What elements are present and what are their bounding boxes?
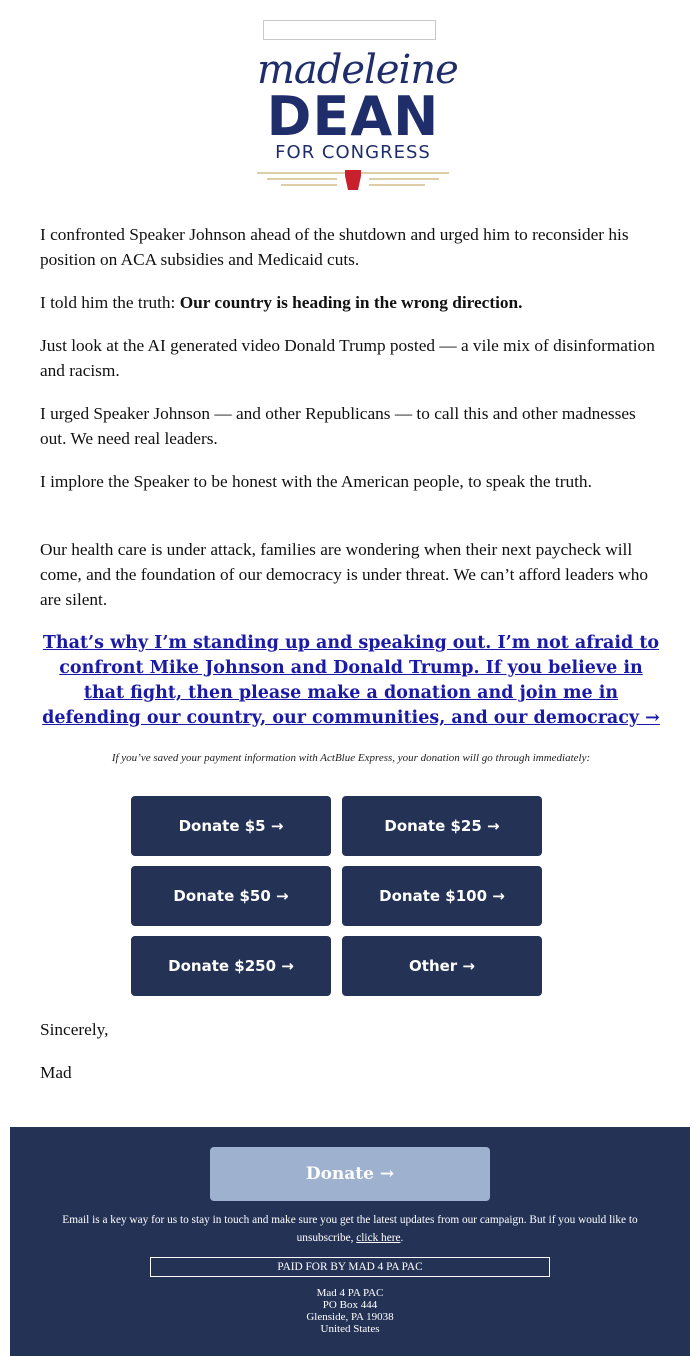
address-line-city: Glenside, PA 19038 (306, 1311, 394, 1323)
paragraph-4: I urged Speaker Johnson — and other Republicans — to call this and other madnesses out. We need real leaders. (40, 404, 636, 448)
donation-cta-link[interactable]: That’s why I’m standing up and speaking out. I’m not afraid to confront Mike Johnson and Donald Trump. If you believe in that fight, then please make a donation and join me in defending our country, our communities, and our democracy → (42, 633, 660, 728)
donate-250-button[interactable]: Donate $250 → (131, 936, 331, 996)
address-line-box: PO Box 444 (322, 1299, 378, 1311)
paragraph-5: I implore the Speaker to be honest with the American people, to speak the truth. (40, 472, 592, 491)
unsubscribe-end: . (400, 1232, 404, 1244)
paragraph-2-lead: I told him the truth: (40, 293, 180, 312)
paragraph-2 (40, 290, 662, 315)
logo-subtitle: FOR CONGRESS (275, 142, 431, 163)
unsubscribe-copy: Email is a key way for us to stay in touch and make sure you get the latest updates from our campaign. But if you would like to unsubscribe, (62, 1214, 638, 1244)
unsubscribe-link[interactable]: click here (356, 1232, 401, 1244)
keystone-lines-icon (257, 170, 449, 192)
footer (10, 1127, 690, 1356)
paragraph-3: Just look at the AI generated video Donald Trump posted — a vile mix of disinformation and racism. (40, 336, 655, 380)
paid-for-disclaimer: PAID FOR BY MAD 4 PA PAC (150, 1257, 550, 1277)
logo-script-name: madeleine (257, 47, 458, 93)
paragraph-1: I confronted Speaker Johnson ahead of the shutdown and urged him to reconsider his position on ACA subsidies and Medicaid cuts. (40, 225, 629, 269)
signoff-name: Mad (40, 1063, 72, 1082)
donate-50-button[interactable]: Donate $50 → (131, 866, 331, 926)
donate-25-button[interactable]: Donate $25 → (342, 796, 542, 856)
unsubscribe-text (50, 1211, 650, 1247)
donate-5-button[interactable]: Donate $5 → (131, 796, 331, 856)
mailing-address (50, 1287, 650, 1335)
actblue-express-note: If you’ve saved your payment information with ActBlue Express, your donation will go through immediately: (111, 752, 591, 764)
logo-surname: DEAN (266, 85, 440, 148)
signoff-closing: Sincerely, (40, 1020, 109, 1039)
paragraph-2-bold: Our country is heading in the wrong direction. (179, 293, 523, 312)
campaign-logo (257, 47, 458, 196)
paragraph-6: Our health care is under attack, families are wondering when their next paycheck will come, and the foundation of our democracy is under threat. We can’t afford leaders who are silent. (40, 540, 649, 609)
footer-donate-button[interactable]: Donate → (210, 1147, 490, 1201)
address-line-country: United States (320, 1323, 380, 1335)
address-line-org: Mad 4 PA PAC (316, 1287, 384, 1299)
donate-other-button[interactable]: Other → (342, 936, 542, 996)
donate-100-button[interactable]: Donate $100 → (342, 866, 542, 926)
header-image-placeholder (263, 20, 436, 40)
